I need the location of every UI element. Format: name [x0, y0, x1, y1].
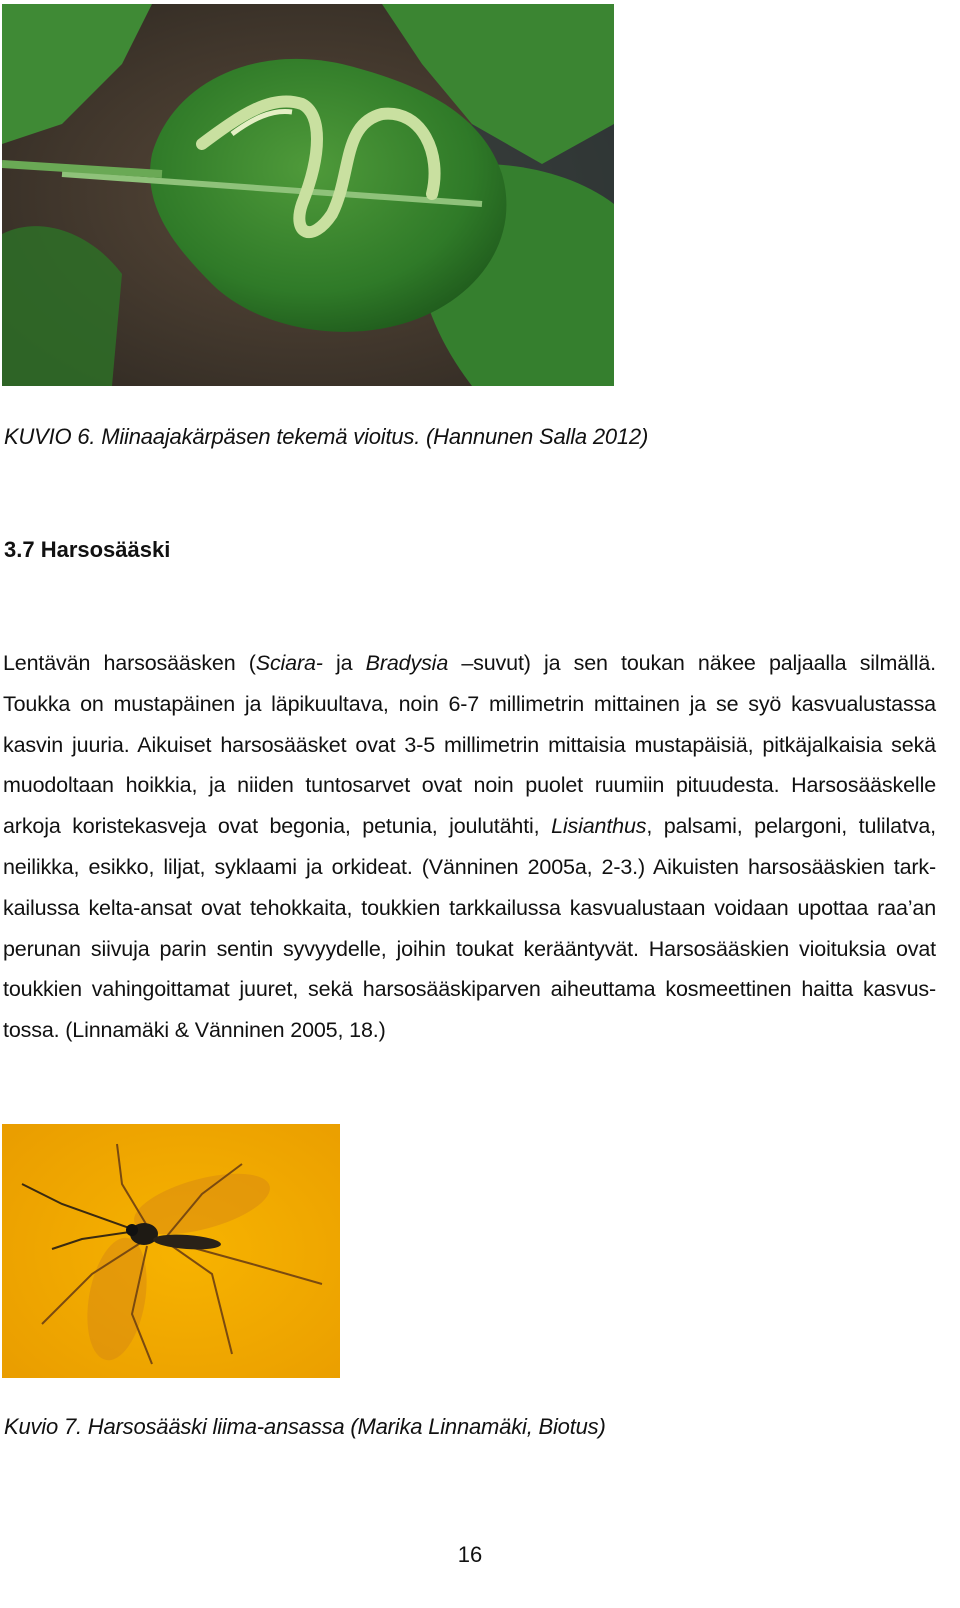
- paragraph-line: Toukka on mustapäinen ja läpikuultava, noin 6-7 millimetrin mittainen ja se syö kasvualustassa: [3, 691, 936, 716]
- paragraph-line: tossa. (Linnamäki & Vänninen 2005, 18.): [3, 1018, 386, 1043]
- text-run: ja: [322, 651, 366, 675]
- paragraph-line: kasvin juuria. Aikuiset harsosääsket ovat 3-5 millimetrin mittaisia mustapäisiä, pitkäjalkaisia sekä: [3, 732, 936, 757]
- paragraph-line: [3, 643, 936, 684]
- text-run: , palsami, pelargoni, tulilatva,: [646, 814, 936, 839]
- figure-caption: Kuvio 7. Harsosääski liima-ansassa (Marika Linnamäki, Biotus): [4, 1414, 606, 1439]
- text-run: Lentävän harsosääsken (: [3, 651, 256, 675]
- fungus-gnat-photo: [2, 1124, 340, 1378]
- leaf-miner-damage-photo: [2, 4, 614, 386]
- text-run: arkoja koristekasveja ovat begonia, petunia, joulutähti,: [3, 814, 552, 839]
- text-run: –suvut) ja sen toukan näkee paljaalla silmällä.: [448, 651, 936, 675]
- paragraph-line: toukkien vahingoittamat juuret, sekä harsosääskiparven aiheuttama kosmeettinen haitta kasvus-: [3, 977, 936, 1002]
- genus-name: Lisianthus: [551, 814, 647, 839]
- genus-name: Bradysia: [365, 651, 449, 675]
- figure-caption: KUVIO 6. Miinaajakärpäsen tekemä vioitus. (Hannunen Salla 2012): [4, 424, 649, 449]
- paragraph-line: [3, 806, 936, 847]
- paragraph-line: kailussa kelta-ansat ovat tehokkaita, toukkien tarkkailussa kasvualustaan voidaan upottaa raa’an: [3, 895, 936, 920]
- body-paragraph: [3, 643, 936, 1051]
- page-number: 16: [457, 1542, 483, 1567]
- section-heading: 3.7 Harsosääski: [4, 537, 171, 562]
- paragraph-line: muodoltaan hoikkia, ja niiden tuntosarvet ovat noin puolet ruumiin pituudesta. Harsosääskelle: [3, 773, 936, 798]
- paragraph-line: perunan siivuja parin sentin syvyydelle, joihin toukat kerääntyvät. Harsosääskien vioituksia ovat: [3, 936, 936, 961]
- paragraph-line: neilikka, esikko, liljat, syklaami ja orkideat. (Vänninen 2005a, 2-3.) Aikuisten harsosääskien tark-: [3, 854, 936, 879]
- genus-name: Sciara-: [255, 651, 323, 675]
